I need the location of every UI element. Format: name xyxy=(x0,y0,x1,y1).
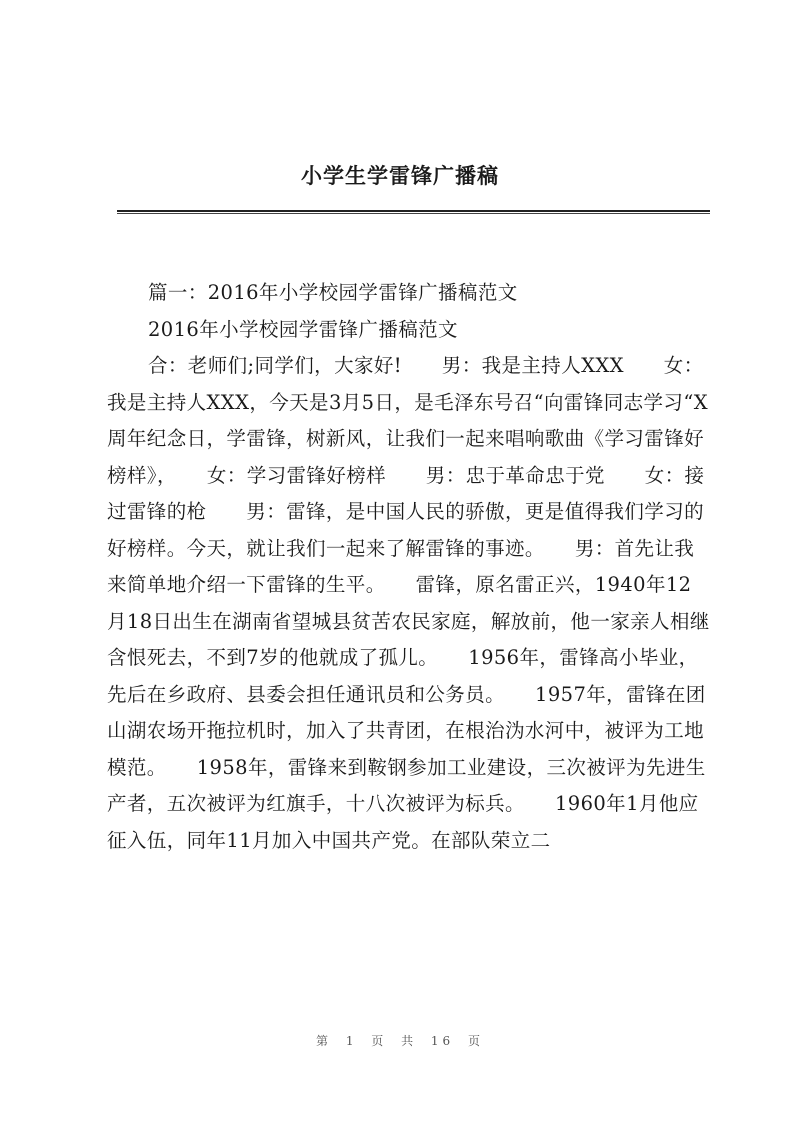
section-heading: 篇一：2016年小学校园学雷锋广播稿范文 xyxy=(148,281,518,304)
title-divider xyxy=(117,210,710,214)
document-body xyxy=(107,275,711,859)
page-title: 小学生学雷锋广播稿 xyxy=(301,163,499,188)
article-subtitle: 2016年小学校园学雷锋广播稿范文 xyxy=(148,317,458,341)
page-number-footer: 第 1 页 共 16 页 xyxy=(316,1034,484,1048)
body-paragraph: 合：老师们;同学们，大家好! 男：我是主持人XXX 女：我是主持人XXX，今天是3月5日，是毛泽东号召“向雷锋同志学习“X周年纪念日，学雷锋，树新风，让我们一起来唱响歌曲《学习雷锋好榜样》， 女：学习雷锋好榜样 男：忠于革命忠于党 女：接过雷锋的枪 男：雷锋，是中国人民的骄傲，更是值得我们学习的好榜样。今天，就让我们一起来了解雷锋的事迹。 男：首先让我来简单地介绍一下雷锋的生平。 雷锋，原名雷正兴，1940年12月18日出生在湖南省望城县贫苦农民家庭，解放前，他一家亲人相继含恨死去，不到7岁的他就成了孤儿。 1956年，雷锋高小毕业，先后在乡政府、县委会担任通讯员和公务员。 1957年，雷锋在团山湖农场开拖拉机时，加入了共青团，在根治沩水河中，被评为工地模范。 1958年，雷锋来到鞍钢参加工业建设，三次被评为先进生产者，五次被评为红旗手，十八次被评为标兵。 1960年1月他应征入伍，同年11月加入中国共产党。在部队荣立二 xyxy=(107,354,710,852)
